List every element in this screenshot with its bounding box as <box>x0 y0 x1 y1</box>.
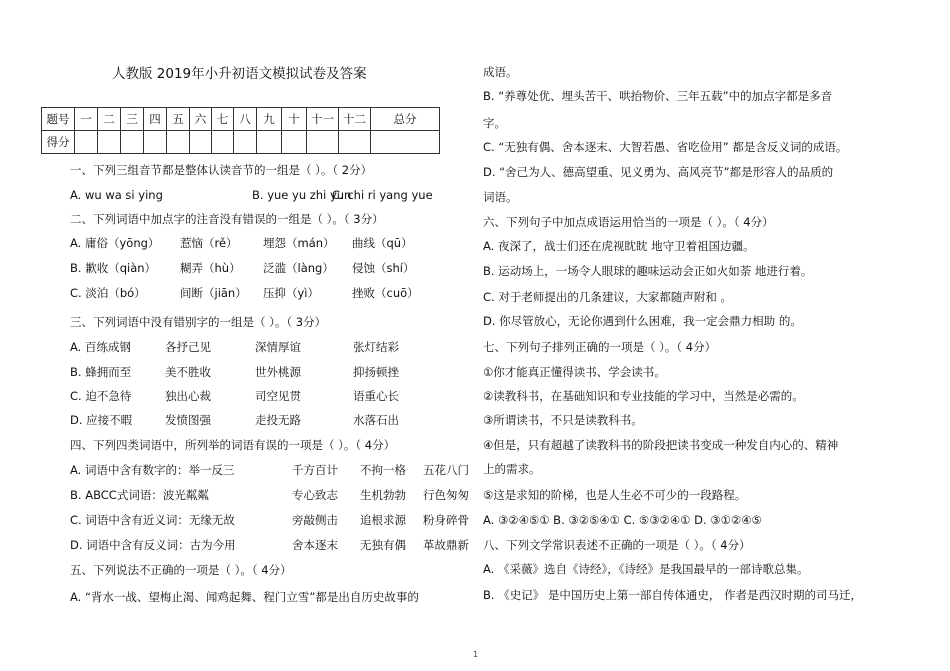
right-text: 八、下列文学常识表述不正确的一项是（ ）。（ 4分） <box>483 538 751 552</box>
left-text: 间断（jiān） <box>180 286 247 300</box>
left-text: 一、下列三组音节都是整体认读音节的一组是（ ）。（ 2分） <box>70 163 373 177</box>
score-cell[interactable] <box>144 131 167 154</box>
right-text: 六、下列句子中加点成语运用恰当的一项是（ ）。（ 4分） <box>483 215 774 229</box>
left-line <box>70 537 469 553</box>
left-text: 泛滥（làng） <box>263 261 334 275</box>
right-text: 字。 <box>483 116 506 130</box>
left-text: A. 百练成钢 <box>70 340 131 354</box>
score-cell[interactable] <box>75 131 98 154</box>
right-text: 七、下列句子排列正确的一项是（ ）。（ 4分） <box>483 340 717 354</box>
right-text: C. 对于老师提出的几条建议，大家都随声附和 。 <box>483 290 732 304</box>
score-cell[interactable] <box>339 131 371 154</box>
right-line <box>483 437 838 453</box>
left-text: 水落石出 <box>353 413 399 427</box>
score-cell[interactable] <box>190 131 212 154</box>
right-line <box>483 487 746 503</box>
left-text: 独出心裁 <box>165 389 211 403</box>
score-cell[interactable] <box>257 131 282 154</box>
left-text: 侵蚀（shí） <box>352 261 415 275</box>
right-text: 成语。 <box>483 65 518 79</box>
left-line <box>70 285 419 301</box>
right-line <box>483 164 833 180</box>
left-text: C. 迫不急待 <box>70 389 132 403</box>
left-text: D. 应接不暇 <box>70 413 133 427</box>
left-line <box>70 187 433 203</box>
left-line <box>70 211 384 227</box>
left-text: 粉身碎骨 <box>423 513 469 527</box>
left-line <box>70 412 399 428</box>
left-text: C. 词语中含有近义词：无缘无故 <box>70 513 235 527</box>
left-text: 生机勃勃 <box>360 488 406 502</box>
left-line <box>70 260 415 276</box>
score-header-cell: 十一 <box>307 108 339 131</box>
score-header-cell: 十二 <box>339 108 371 131</box>
left-text: 二、下列词语中加点字的注音没有错误的一组是（ ）。（ 3分） <box>70 212 384 226</box>
left-text: A. wu wa si ying <box>70 188 163 202</box>
right-line <box>483 561 808 577</box>
right-text: D. “舍己为人、德高望重、见义勇为、高风亮节”都是形容人的品质的 <box>483 165 834 179</box>
left-line <box>70 339 399 355</box>
left-text: 革故鼎新 <box>423 538 469 552</box>
left-text: 司空见贯 <box>255 389 301 403</box>
score-header-cell: 一 <box>75 108 98 131</box>
page-title: 人教版 2019年小升初语文模拟试卷及答案 <box>112 66 367 82</box>
left-text: 埋怨（mán） <box>263 236 335 250</box>
left-line <box>70 512 469 528</box>
score-cell[interactable] <box>307 131 339 154</box>
left-text: 压抑（yì） <box>263 286 320 300</box>
right-text: A. 夜深了，战士们还在虎视眈眈 地守卫着祖国边疆。 <box>483 239 755 253</box>
left-text: C. chi ri yang yue <box>332 188 433 202</box>
right-line <box>483 88 832 104</box>
left-text: B. yue yu zhi yun <box>252 188 352 202</box>
score-row-label: 得分 <box>42 131 75 154</box>
left-text: 张灯结彩 <box>353 340 399 354</box>
left-text: 发愤图强 <box>165 413 211 427</box>
left-text: 挫败（cuō） <box>352 286 419 300</box>
left-line <box>70 364 399 380</box>
score-header-cell: 六 <box>190 108 212 131</box>
left-text: D. 词语中含有反义词：古为今用 <box>70 538 236 552</box>
score-cell[interactable] <box>167 131 190 154</box>
score-header-cell: 九 <box>257 108 282 131</box>
score-table-header-row <box>42 108 440 131</box>
score-table <box>41 107 440 154</box>
right-line <box>483 115 506 131</box>
right-text: ①你才能真正懂得读书、学会读书。 <box>483 365 666 379</box>
right-line <box>483 289 732 305</box>
score-header-cell: 三 <box>121 108 144 131</box>
left-text: 曲线（qū） <box>352 236 413 250</box>
left-line <box>70 388 399 404</box>
right-line <box>483 139 847 155</box>
right-text: ④但是，只有超越了读教科书的阶段把读书变成一种发自内心的、精神 <box>483 438 839 452</box>
left-text: 舍本逐末 <box>292 538 338 552</box>
right-text: ③所谓读书，不只是读教科书。 <box>483 413 643 427</box>
left-text: 美不胜收 <box>165 365 211 379</box>
right-line <box>483 364 666 380</box>
right-line <box>483 339 716 355</box>
right-text: B. 运动场上，一场令人眼球的趣味运动会正如火如荼 地进行着。 <box>483 264 813 278</box>
score-cell[interactable] <box>282 131 307 154</box>
left-text: 五、下列说法不正确的一项是（ ）。（ 4分） <box>70 563 292 577</box>
left-text: A. 词语中含有数字的：举一反三 <box>70 463 235 477</box>
right-text: A. ③②④⑤① B. ③②⑤④① C. ⑤③②④① D. ③①②④⑤ <box>483 513 762 527</box>
score-cell[interactable] <box>121 131 144 154</box>
right-line <box>483 313 802 329</box>
left-text: 三、下列词语中没有错别字的一组是（ ）。（ 3分） <box>70 315 327 329</box>
right-text: ②读教科书，在基础知识和专业技能的学习中，当然是必需的。 <box>483 389 804 403</box>
left-text: 追根求源 <box>360 513 406 527</box>
left-text: B. 蜂拥而至 <box>70 365 132 379</box>
right-line <box>483 461 541 477</box>
right-line <box>483 263 812 279</box>
left-line <box>70 314 326 330</box>
score-cell[interactable] <box>212 131 234 154</box>
left-text: 各抒己见 <box>165 340 211 354</box>
score-header-cell: 八 <box>234 108 257 131</box>
score-header-cell: 总分 <box>371 108 440 131</box>
score-cell[interactable] <box>234 131 257 154</box>
right-text: D. 你尽管放心，无论你遇到什么困难，我一定会鼎力相助 的。 <box>483 314 802 328</box>
left-text: A. “背水一战、望梅止渴、闻鸡起舞、程门立雪”都是出自历史故事的 <box>70 590 419 604</box>
right-text: B. “养尊处优、埋头苦干、哄抬物价、三年五载”中的加点字都是多音 <box>483 89 833 103</box>
score-header-cell: 二 <box>98 108 121 131</box>
right-line <box>483 412 643 428</box>
right-text: A. 《采薇》选自《诗经》，《诗经》是我国最早的一部诗歌总集。 <box>483 562 809 576</box>
left-line <box>70 437 395 453</box>
left-line <box>70 589 419 605</box>
left-line <box>70 487 469 503</box>
left-text: A. 庸俗（yōng） <box>70 236 160 250</box>
right-line <box>483 214 774 230</box>
right-line <box>483 587 862 603</box>
left-text: 无独有偶 <box>360 538 406 552</box>
left-text: 旁敲侧击 <box>292 513 338 527</box>
right-line <box>483 238 755 254</box>
left-text: 世外桃源 <box>255 365 301 379</box>
score-header-cell: 五 <box>167 108 190 131</box>
left-text: C. 淡泊（bó） <box>70 286 146 300</box>
left-text: 千方百计 <box>292 463 338 477</box>
left-line <box>70 235 413 251</box>
score-header-cell: 七 <box>212 108 234 131</box>
left-text: 行色匆匆 <box>423 488 469 502</box>
right-text: ⑤这是求知的阶梯，也是人生必不可少的一段路程。 <box>483 488 747 502</box>
score-header-cell: 四 <box>144 108 167 131</box>
left-line <box>70 162 372 178</box>
left-text: B. 歉收（qiàn） <box>70 261 157 275</box>
left-text: 惹恼（rě） <box>180 236 238 250</box>
right-line <box>483 388 804 404</box>
right-text: 上的需求。 <box>483 462 541 476</box>
page-number: 1 <box>473 650 479 659</box>
score-header-cell: 题号 <box>42 108 75 131</box>
left-text: 深情厚谊 <box>255 340 301 354</box>
left-text: B. ABCC式词语：波光粼粼 <box>70 488 209 502</box>
left-text: 语重心长 <box>353 389 399 403</box>
right-line <box>483 189 518 205</box>
left-line <box>70 462 469 478</box>
right-text: C. “无独有偶、舍本逐末、大智若愚、省吃俭用” 都是含反义词的成语。 <box>483 140 848 154</box>
right-line <box>483 512 762 528</box>
score-header-cell: 十 <box>282 108 307 131</box>
right-text: 词语。 <box>483 190 518 204</box>
right-text: B. 《史记》 是中国历史上第一部自传体通史， 作者是西汉时期的司马迁， <box>483 588 863 602</box>
left-text: 走投无路 <box>255 413 301 427</box>
score-table-score-row <box>42 131 440 154</box>
left-text: 不拘一格 <box>360 463 406 477</box>
left-line <box>70 562 292 578</box>
score-cell[interactable] <box>98 131 121 154</box>
score-cell[interactable] <box>371 131 440 154</box>
left-text: 四、下列四类词语中，所列举的词语有误的一项是（ ）。（ 4分） <box>70 438 396 452</box>
left-text: 专心致志 <box>292 488 338 502</box>
left-text: 五花八门 <box>423 463 469 477</box>
right-line <box>483 537 751 553</box>
right-line <box>483 64 518 80</box>
left-text: 糊弄（hù） <box>180 261 241 275</box>
left-text: 抑扬顿挫 <box>353 365 399 379</box>
